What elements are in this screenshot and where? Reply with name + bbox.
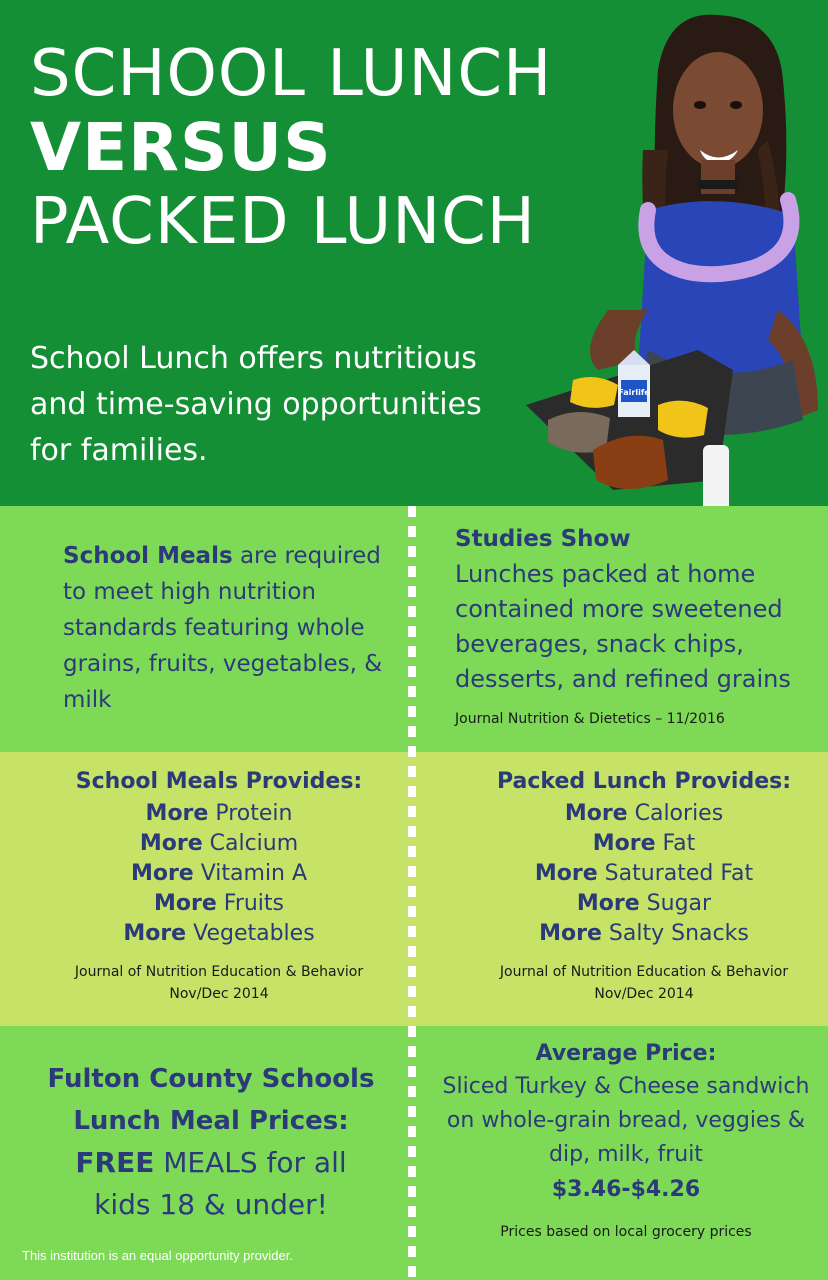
free-meals-text: MEALS for all xyxy=(154,1146,347,1179)
title-line-2: VERSUS xyxy=(30,109,332,186)
dotted-divider xyxy=(408,506,416,1280)
item-label: Calcium xyxy=(202,831,299,856)
title-line-1: SCHOOL LUNCH xyxy=(30,37,553,111)
school-provides-source: Journal of Nutrition Education & Behavior Nov/Dec 2014 xyxy=(74,964,364,1002)
list-item xyxy=(70,889,368,919)
list-item xyxy=(485,889,803,919)
age-line: kids 18 & under! xyxy=(94,1188,328,1221)
school-meals-statement xyxy=(63,538,393,718)
free-meals-line xyxy=(30,1142,392,1184)
list-item xyxy=(70,859,368,889)
item-label: Vegetables xyxy=(186,921,315,946)
fulton-heading-1: Fulton County Schools xyxy=(47,1064,375,1094)
studies-source: Journal Nutrition & Dietetics – 11/2016 xyxy=(455,711,725,727)
average-price-block xyxy=(432,1038,820,1242)
average-price-source: Prices based on local grocery prices xyxy=(500,1224,752,1240)
fulton-heading-2: Lunch Meal Prices: xyxy=(73,1106,349,1136)
item-label: Vitamin A xyxy=(193,861,308,886)
list-item xyxy=(70,799,368,829)
item-label: Salty Snacks xyxy=(601,921,749,946)
packed-provides-source: Journal of Nutrition Education & Behavior Nov/Dec 2014 xyxy=(499,964,789,1002)
average-price-text: Sliced Turkey & Cheese sandwich on whole-grain bread, veggies & dip, milk, fruit xyxy=(442,1074,810,1167)
school-meals-lead: School Meals xyxy=(63,543,233,569)
girl-with-lunch-tray-photo xyxy=(518,10,828,506)
more-label: More xyxy=(153,891,217,916)
free-label: FREE xyxy=(75,1146,155,1179)
milk-carton-label: Fairlife xyxy=(618,388,650,397)
item-label: Fruits xyxy=(216,891,285,916)
studies-text: Lunches packed at home contained more sweetened beverages, snack chips, desserts, and refined grains xyxy=(455,560,791,693)
list-item xyxy=(485,829,803,859)
average-price-value: $3.46-$4.26 xyxy=(551,1177,701,1202)
more-label: More xyxy=(139,831,203,856)
list-item xyxy=(485,859,803,889)
studies-heading: Studies Show xyxy=(455,526,631,552)
more-label: More xyxy=(539,921,602,946)
equal-opportunity-footer: This institution is an equal opportunity provider. xyxy=(22,1248,293,1263)
packed-provides-heading: Packed Lunch Provides: xyxy=(496,769,792,794)
school-provides-block xyxy=(70,765,368,1005)
school-meals-text: are required to meet high nutrition standards featuring whole grains, fruits, vegetables, & milk xyxy=(63,543,383,713)
item-label: Fat xyxy=(655,831,696,856)
more-label: More xyxy=(123,921,187,946)
item-label: Sugar xyxy=(639,891,712,916)
average-price-heading: Average Price: xyxy=(535,1041,717,1066)
more-label: More xyxy=(130,861,194,886)
more-label: More xyxy=(534,861,598,886)
hero-section xyxy=(0,0,828,506)
item-label: Calories xyxy=(627,801,724,826)
more-label: More xyxy=(145,801,209,826)
intro-text: School Lunch offers nutritious and time-saving opportunities for families. xyxy=(30,341,482,468)
list-item xyxy=(70,919,368,949)
list-item xyxy=(70,829,368,859)
list-item xyxy=(485,919,803,949)
studies-block xyxy=(455,521,815,729)
more-label: More xyxy=(576,891,640,916)
title-line-3: PACKED LUNCH xyxy=(30,185,536,259)
packed-provides-block xyxy=(485,765,803,1005)
item-label: Protein xyxy=(208,801,293,826)
page-title xyxy=(30,36,552,260)
item-label: Saturated Fat xyxy=(597,861,754,886)
more-label: More xyxy=(564,801,628,826)
fulton-prices-block xyxy=(30,1058,392,1226)
list-item xyxy=(485,799,803,829)
school-provides-heading: School Meals Provides: xyxy=(75,769,363,794)
more-label: More xyxy=(592,831,656,856)
